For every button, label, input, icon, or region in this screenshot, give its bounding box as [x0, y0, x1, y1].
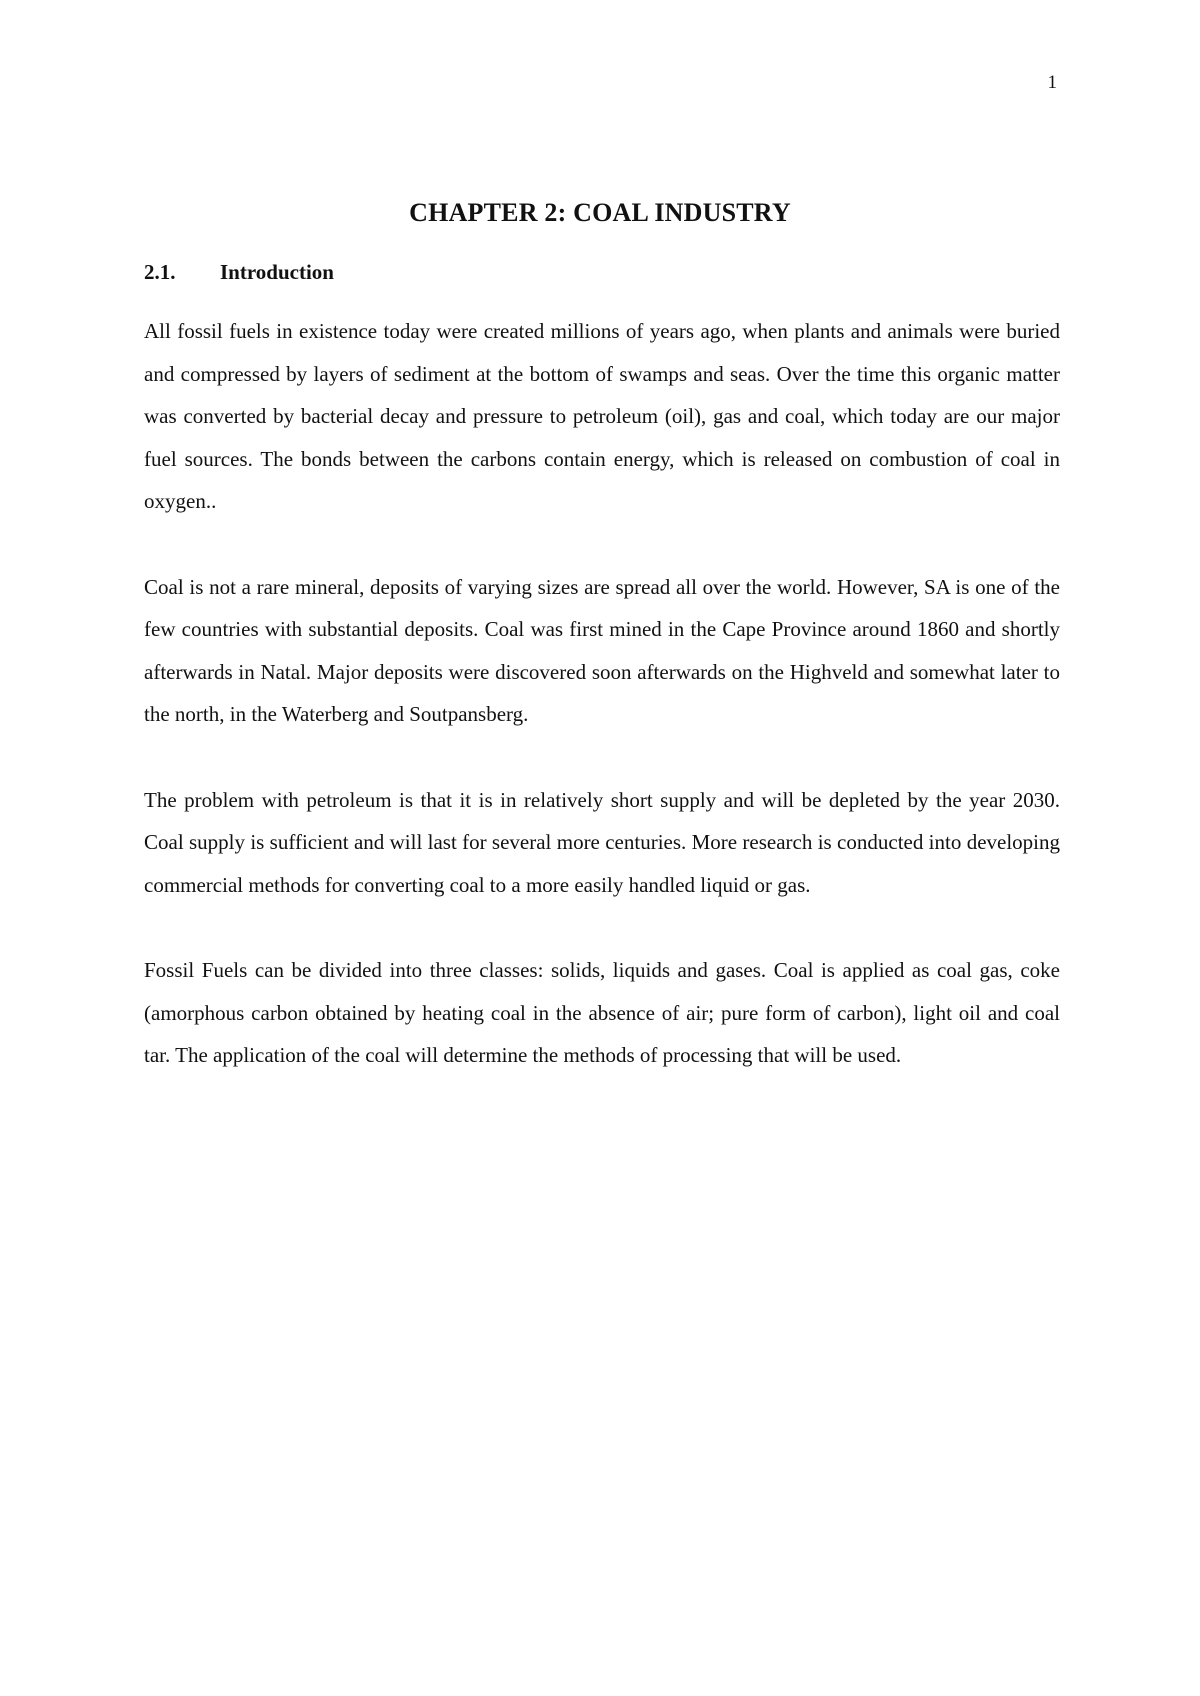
- chapter-title: CHAPTER 2: COAL INDUSTRY: [409, 198, 791, 227]
- paragraph: Fossil Fuels can be divided into three classes: solids, liquids and gases. Coal is applied as coal gas, coke (amorphous carbon obtained by heating coal in the absence of air; pure form of carbon), light oil and coal tar. The application of the coal will determine the methods of processing that will be used.: [144, 957, 1060, 1068]
- section-title: Introduction: [220, 260, 334, 284]
- paragraph: All fossil fuels in existence today were created millions of years ago, when plants and animals were buried and compressed by layers of sediment at the bottom of swamps and seas. Over the time this organic matter was converted by bacterial decay and pressure to petroleum (oil), gas and coal, which today are our major fuel sources. The bonds between the carbons contain energy, which is released on combustion of coal in oxygen..: [144, 319, 1060, 514]
- page-number: 1: [1047, 72, 1057, 93]
- section-number: 2.1.: [144, 260, 176, 284]
- paragraph: Coal is not a rare mineral, deposits of varying sizes are spread all over the world. However, SA is one of the few countries with substantial deposits. Coal was first mined in the Cape Province around 1860 and shortly afterwards in Natal. Major deposits were discovered soon afterwards on the Highveld and somewhat later to the north, in the Waterberg and Soutpansberg.: [144, 574, 1060, 727]
- paragraph: The problem with petroleum is that it is in relatively short supply and will be depleted by the year 2030. Coal supply is sufficient and will last for several more centuries. More research is conducted into developing commercial methods for converting coal to a more easily handled liquid or gas.: [144, 787, 1060, 897]
- section-heading: [144, 260, 334, 285]
- body-text: [144, 310, 1060, 1119]
